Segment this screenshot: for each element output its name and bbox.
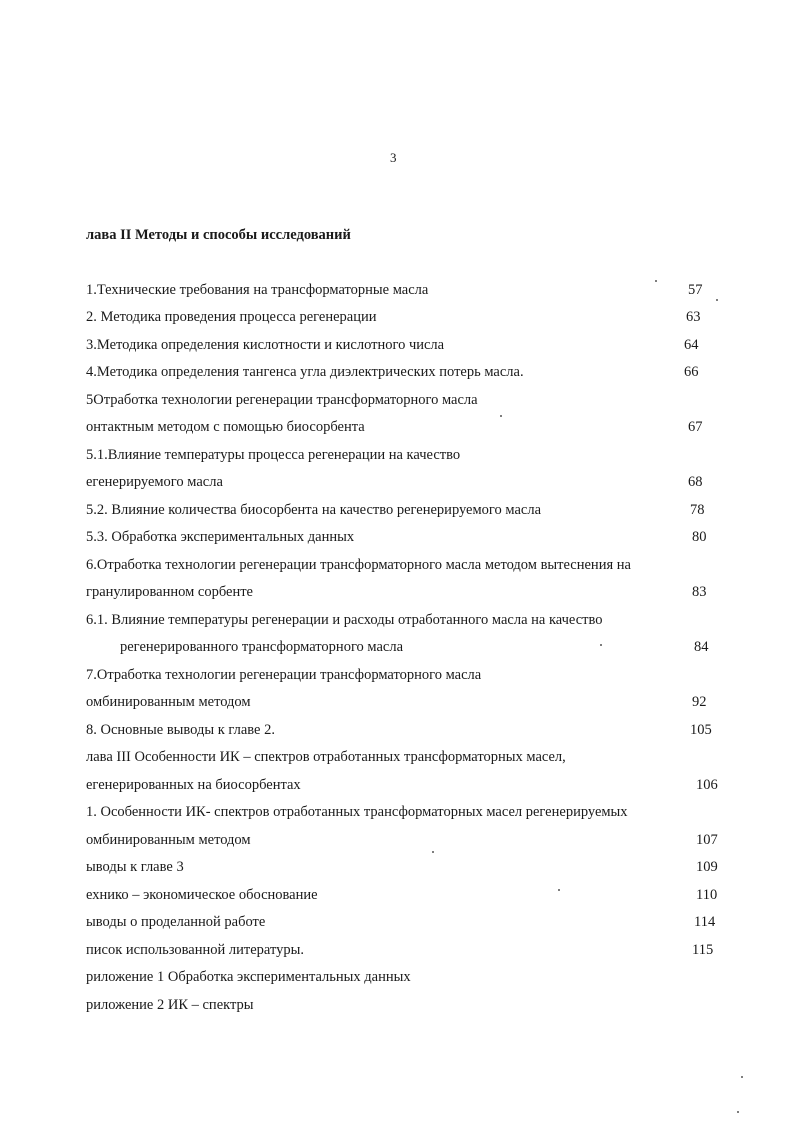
scan-speck: [655, 280, 657, 282]
toc-entry-title: ыводы к главе 3: [86, 859, 184, 875]
toc-entry-title: 8. Основные выводы к главе 2.: [86, 722, 275, 738]
toc-entry-title: егенерируемого масла: [86, 474, 223, 490]
toc-entry-page: 109: [696, 859, 718, 875]
scan-speck: [500, 415, 502, 417]
toc-entry-page: 64: [684, 337, 699, 353]
toc-entry-page: 105: [690, 722, 712, 738]
toc-entry-title: омбинированным методом: [86, 694, 251, 710]
scan-speck: [558, 889, 560, 891]
toc-entry-page: 107: [696, 832, 718, 848]
toc-entry-title: писок использованной литературы.: [86, 942, 304, 958]
scan-speck: [741, 1076, 743, 1078]
toc-entry-title: 5.3. Обработка экспериментальных данных: [86, 529, 355, 545]
toc-entry-title: 6.1. Влияние температуры регенерации и расходы отработанного масла на качество: [86, 612, 603, 628]
toc-entry-title: 3.Методика определения кислотности и кислотного числа: [86, 337, 445, 353]
toc-entry-page: 67: [688, 419, 703, 435]
scan-speck: [737, 1111, 739, 1113]
toc-entry-page: 66: [684, 364, 699, 380]
toc-entry-title: регенерированного трансформаторного масла: [120, 639, 404, 655]
toc-entry-title: гранулированном сорбенте: [86, 584, 253, 600]
toc-entry-title: ехнико – экономическое обоснование: [86, 887, 318, 903]
toc-entry-title: лава III Особенности ИК – спектров отработанных трансформаторных масел,: [86, 749, 566, 765]
toc-entry-page: 80: [692, 529, 707, 545]
toc-entry-title: онтактным методом с помощью биосорбента: [86, 419, 365, 435]
toc-entry-title: 2. Методика проведения процесса регенерации: [86, 309, 377, 325]
toc-entry-page: 84: [694, 639, 709, 655]
toc-entry-title: 1. Особенности ИК- спектров отработанных трансформаторных масел регенерируемых: [86, 804, 628, 820]
scan-speck: [432, 851, 434, 853]
toc-entry-title: риложение 2 ИК – спектры: [86, 997, 254, 1013]
toc-entry-page: 78: [690, 502, 705, 518]
toc-entry-title: 7.Отработка технологии регенерации трансформаторного масла: [86, 667, 482, 683]
toc-entry-page: 106: [696, 777, 718, 793]
scan-speck: [716, 299, 718, 301]
toc-entry-title: ыводы о проделанной работе: [86, 914, 266, 930]
toc-entry-page: 114: [694, 914, 716, 930]
toc-entry-title: омбинированным методом: [86, 832, 251, 848]
page-number: 3: [390, 150, 397, 165]
scan-speck: [600, 644, 602, 646]
toc-entry-page: 83: [692, 584, 707, 600]
toc-entry-page: 63: [686, 309, 701, 325]
toc-entry-page: 115: [692, 942, 714, 958]
toc-entry-title: 5.1.Влияние температуры процесса регенерации на качество: [86, 447, 461, 463]
toc-entry-title: 5Отработка технологии регенерации трансформаторного масла: [86, 392, 478, 408]
toc-entry-page: 68: [688, 474, 703, 490]
toc-entry-title: 5.2. Влияние количества биосорбента на качество регенерируемого масла: [86, 502, 542, 518]
toc-entry-page: 92: [692, 694, 707, 710]
toc-entry-page: 57: [688, 282, 703, 298]
toc-entry-title: 4.Методика определения тангенса угла диэлектрических потерь масла.: [86, 364, 524, 380]
chapter-heading: лава II Методы и способы исследований: [86, 227, 351, 243]
toc-entry-title: егенерированных на биосорбентах: [86, 777, 301, 793]
toc-entry-title: 1.Технические требования на трансформаторные масла: [86, 282, 429, 298]
toc-entry-page: 110: [696, 887, 718, 903]
toc-entry-title: 6.Отработка технологии регенерации трансформаторного масла методом вытеснения на: [86, 557, 631, 573]
toc-entry-title: риложение 1 Обработка экспериментальных данных: [86, 969, 411, 985]
